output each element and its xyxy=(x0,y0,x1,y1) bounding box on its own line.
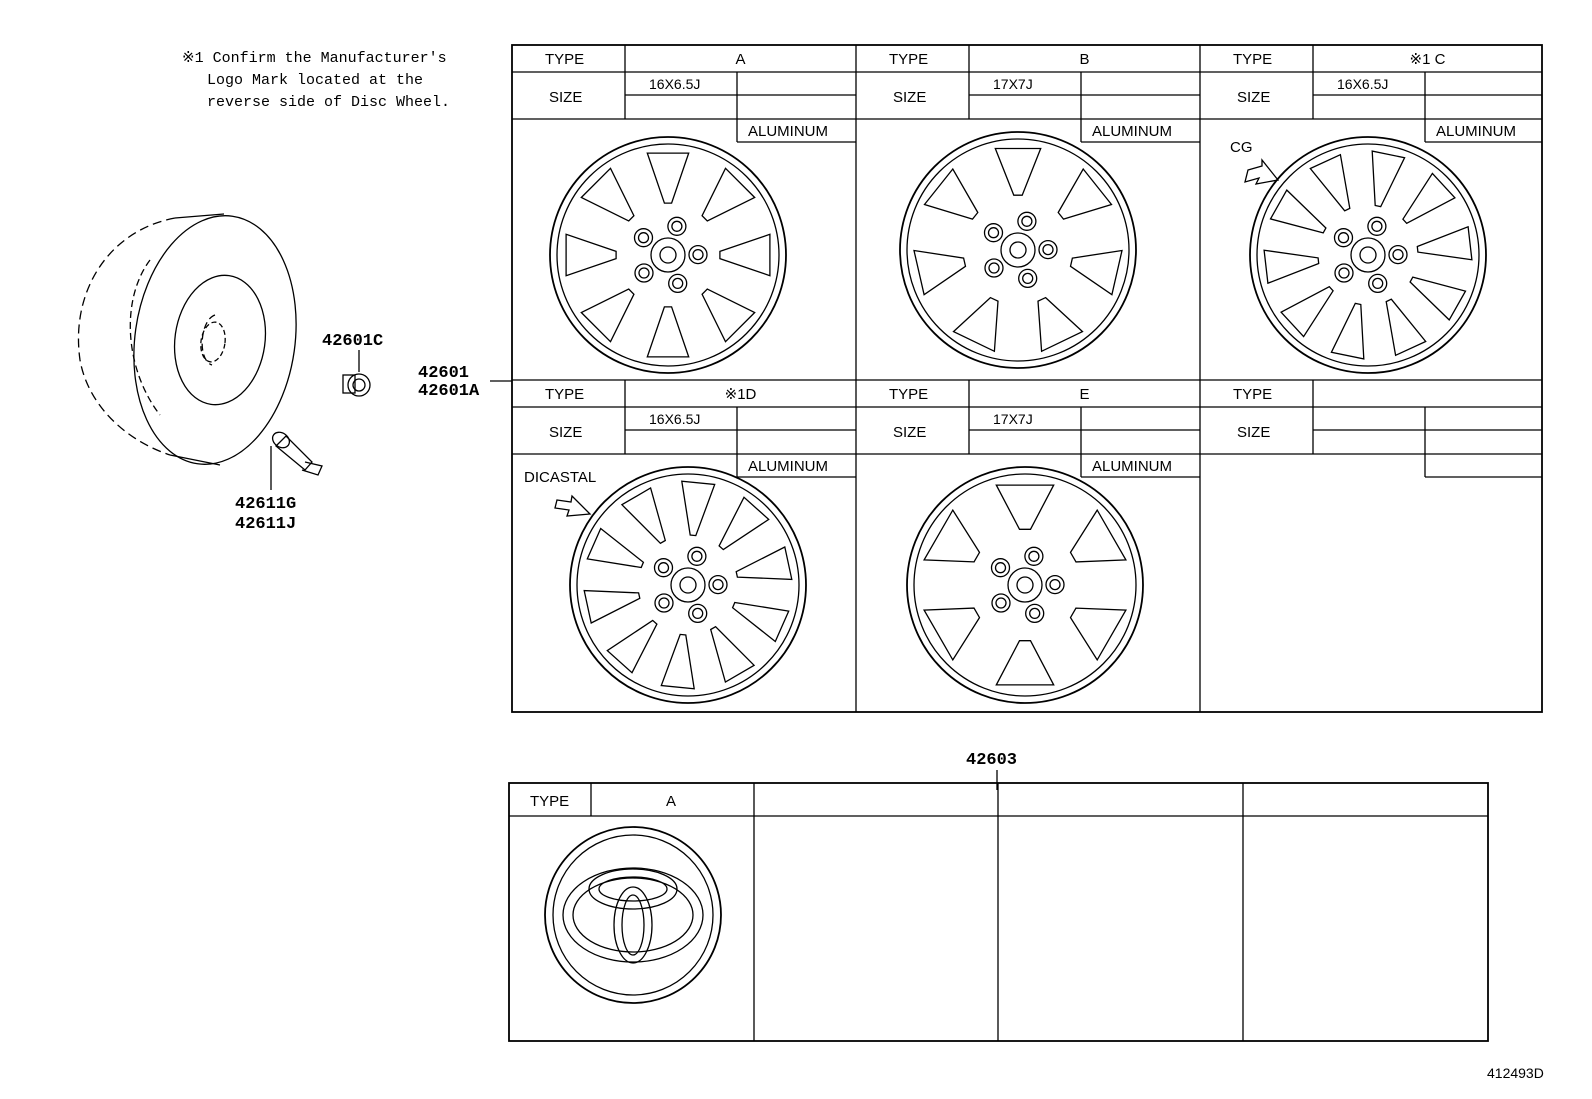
type-label: TYPE xyxy=(1233,386,1273,403)
spoke-window xyxy=(1410,277,1465,320)
lug-hole-inner xyxy=(1050,580,1060,590)
lug-hole-inner xyxy=(659,598,669,608)
lug-hole xyxy=(1389,246,1407,264)
lug-hole xyxy=(655,594,673,612)
size-value: 17X7J xyxy=(993,76,1033,92)
type-label: TYPE xyxy=(545,51,585,68)
material-value: ALUMINUM xyxy=(1092,458,1173,475)
spoke-window xyxy=(914,251,966,295)
type-label: TYPE xyxy=(545,386,585,403)
dicastal-arrow-icon xyxy=(555,496,590,516)
type-value: B xyxy=(1079,51,1090,68)
lug-hole-inner xyxy=(996,598,1006,608)
size-label: SIZE xyxy=(549,424,583,441)
lug-hole-inner xyxy=(1030,608,1040,618)
spoke-window xyxy=(566,234,616,275)
size-value: 16X6.5J xyxy=(649,76,701,92)
wheel-cell xyxy=(512,380,856,486)
wheel-type-e-drawing xyxy=(907,467,1143,703)
spoke-window xyxy=(1403,173,1455,223)
ornament-type-label: TYPE xyxy=(530,793,570,810)
spoke-window xyxy=(996,641,1053,685)
lug-hole xyxy=(1026,604,1044,622)
spoke-window xyxy=(607,620,657,672)
lug-nut-callout: 42601C xyxy=(322,332,384,351)
spoke-window xyxy=(996,485,1053,529)
lug-hole xyxy=(985,259,1003,277)
spoke-window xyxy=(647,153,688,203)
material-value: ALUMINUM xyxy=(1092,123,1173,140)
spoke-window xyxy=(647,307,688,357)
lug-hole-inner xyxy=(693,608,703,618)
spoke-window xyxy=(1071,251,1123,295)
lug-hole xyxy=(992,594,1010,612)
wheel-type-a-drawing xyxy=(550,137,786,373)
spoke-window xyxy=(719,497,769,549)
type-label: TYPE xyxy=(1233,51,1273,68)
size-label: SIZE xyxy=(893,424,927,441)
lug-hole xyxy=(985,224,1003,242)
spoke-window xyxy=(1417,227,1472,260)
type-value: E xyxy=(1079,386,1090,403)
lug-hole xyxy=(635,264,653,282)
lug-hole-inner xyxy=(989,263,999,273)
material-value: ALUMINUM xyxy=(748,458,829,475)
spoke-window xyxy=(925,169,978,219)
lug-hole-inner xyxy=(713,580,723,590)
wheel-cell xyxy=(1200,380,1542,477)
lug-hole xyxy=(655,559,673,577)
size-value: 16X6.5J xyxy=(1337,76,1389,92)
lug-hole-inner xyxy=(1023,273,1033,283)
lug-hole-inner xyxy=(639,268,649,278)
spoke-window xyxy=(995,149,1040,196)
lug-hole xyxy=(1046,576,1064,594)
spoke-window xyxy=(733,603,789,642)
spoke-window xyxy=(924,608,979,660)
type-label: TYPE xyxy=(889,386,929,403)
lug-hole-inner xyxy=(1339,268,1349,278)
spoke-window xyxy=(1264,250,1319,283)
size-label: SIZE xyxy=(1237,424,1271,441)
wheel-cell xyxy=(856,45,1200,142)
lug-hole xyxy=(688,547,706,565)
wheel-type-b-drawing xyxy=(900,132,1136,368)
material-value: ALUMINUM xyxy=(748,123,829,140)
type-value: A xyxy=(735,51,746,68)
toyota-emblem-icon xyxy=(545,827,721,1003)
spoke-window xyxy=(622,488,665,543)
lug-hole-inner xyxy=(659,563,669,573)
lug-hole-inner xyxy=(1029,551,1039,561)
ornament-table xyxy=(509,783,1488,1041)
wheel-type-d-drawing xyxy=(570,467,806,703)
wheel-type-c-drawing xyxy=(1250,137,1486,373)
lug-hole-inner xyxy=(693,250,703,260)
ornament-callout: 42603 xyxy=(966,751,1018,770)
type-value: ※1D xyxy=(724,386,757,403)
lug-nut-drawing xyxy=(343,350,370,396)
size-value: 17X7J xyxy=(993,411,1033,427)
spoke-window xyxy=(720,234,770,275)
maker-label: DICASTAL xyxy=(524,469,597,486)
spoke-window xyxy=(954,298,999,352)
wheel-cell xyxy=(512,45,856,142)
lug-hole-inner xyxy=(1393,250,1403,260)
size-value: 16X6.5J xyxy=(649,411,701,427)
lug-hole-inner xyxy=(996,563,1006,573)
spoke-window xyxy=(682,481,715,535)
note-line-2: Logo Mark located at the xyxy=(207,72,424,89)
note-line-1: ※1 Confirm the Manufacturer's xyxy=(182,50,447,67)
spoke-window xyxy=(587,529,643,568)
lug-hole-inner xyxy=(1372,221,1382,231)
lug-hole xyxy=(668,217,686,235)
lug-hole-inner xyxy=(639,233,649,243)
wheel-callout-1: 42601 xyxy=(418,364,470,383)
lug-hole xyxy=(1335,264,1353,282)
lug-hole-inner xyxy=(1022,216,1032,226)
maker-label: CG xyxy=(1230,139,1253,156)
spoke-window xyxy=(924,510,979,562)
spoke-window xyxy=(584,591,640,623)
lug-hole-inner xyxy=(989,228,999,238)
lug-hole xyxy=(689,246,707,264)
material-value: ALUMINUM xyxy=(1436,123,1517,140)
lug-hole xyxy=(1019,269,1037,287)
lug-hole xyxy=(992,559,1010,577)
lug-hole-inner xyxy=(1339,233,1349,243)
lug-hole-inner xyxy=(672,221,682,231)
spoke-window xyxy=(1058,169,1111,219)
lug-hole xyxy=(1368,217,1386,235)
spoke-window xyxy=(1071,608,1126,660)
type-value: ※1 C xyxy=(1409,51,1446,68)
wheel-cell xyxy=(856,380,1200,477)
lug-hole xyxy=(1018,212,1036,230)
type-label: TYPE xyxy=(889,51,929,68)
spoke-window xyxy=(736,547,792,579)
lug-hole-inner xyxy=(1043,245,1053,255)
size-label: SIZE xyxy=(549,89,583,106)
lug-hole xyxy=(689,604,707,622)
size-label: SIZE xyxy=(893,89,927,106)
wheel-table-cells xyxy=(512,45,1542,486)
lug-hole xyxy=(1025,547,1043,565)
spoke-window xyxy=(711,627,754,682)
wheel-cell xyxy=(1200,45,1542,156)
ornament-type-value: A xyxy=(666,793,677,810)
lug-hole-inner xyxy=(1373,278,1383,288)
wheel-callout-2: 42601A xyxy=(418,382,480,401)
lug-hole xyxy=(1335,229,1353,247)
valve-stem-drawing xyxy=(270,429,322,490)
spoke-window xyxy=(1038,298,1083,352)
spoke-window xyxy=(661,634,694,688)
lug-hole xyxy=(635,229,653,247)
spoke-window xyxy=(1372,151,1404,207)
spoke-window xyxy=(1310,155,1350,211)
lug-hole-inner xyxy=(673,278,683,288)
lug-hole xyxy=(1039,241,1057,259)
drawing-number: 412493D xyxy=(1487,1065,1544,1081)
spoke-window xyxy=(1331,303,1363,359)
size-label: SIZE xyxy=(1237,89,1271,106)
spoke-window xyxy=(1071,510,1126,562)
valve-callout-2: 42611J xyxy=(235,515,297,534)
spoke-window xyxy=(1281,287,1333,337)
confirm-note xyxy=(182,50,450,111)
note-line-3: reverse side of Disc Wheel. xyxy=(207,94,451,111)
lug-hole xyxy=(1369,274,1387,292)
lug-hole xyxy=(669,274,687,292)
valve-callout-1: 42611G xyxy=(235,495,297,514)
lug-hole-inner xyxy=(692,551,702,561)
spoke-window xyxy=(1271,190,1326,233)
cg-arrow-icon xyxy=(1245,160,1278,184)
tire-assembly-drawing xyxy=(78,205,311,475)
spoke-window xyxy=(1386,299,1426,355)
lug-hole xyxy=(709,576,727,594)
